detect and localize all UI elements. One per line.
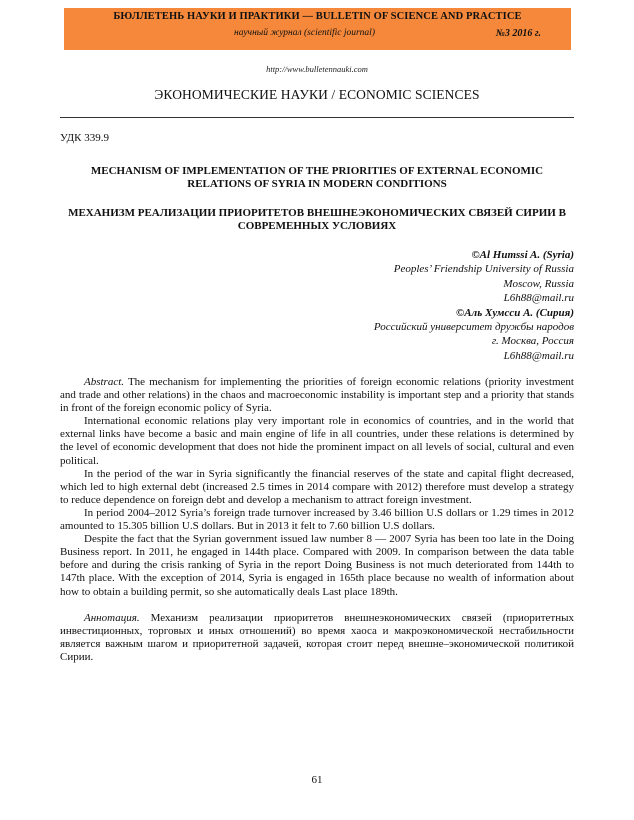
abstract-paragraph: International economic relations play very important role in economics of countries, and in the world that external links have become a basic and main engine of life in all countries, under these relations is determined by the level of economic development that does not hide the prominent impact on all levels of social, cultural and even political.	[60, 415, 574, 467]
paper-title-en: MECHANISM OF IMPLEMENTATION OF THE PRIORITIES OF EXTERNAL ECONOMIC RELATIONS OF SYRIA IN MODERN CONDITIONS	[90, 165, 544, 190]
page-number: 61	[311, 774, 323, 786]
author-email-ru[interactable]: L6h88@mail.ru	[503, 349, 574, 362]
author-city-ru: г. Москва, Россия	[491, 335, 574, 348]
article-body	[60, 376, 574, 664]
author-email-en[interactable]: L6h88@mail.ru	[503, 292, 574, 305]
author-city-en: Moscow, Russia	[503, 277, 574, 290]
annotation-paragraph	[60, 612, 574, 664]
author-name-en: ©Al Humssi A. (Syria)	[471, 249, 574, 261]
journal-title: БЮЛЛЕТЕНЬ НАУКИ И ПРАКТИКИ — BULLETIN OF SCIENCE AND PRACTICE	[113, 11, 522, 22]
abstract-label: Abstract.	[84, 376, 125, 388]
abstract-paragraph: In the period of the war in Syria significantly the financial reserves of the state and capital flight decreased, which led to high external debt (increased 2.5 times in 2014 compare with 2012) therefore must develop a strategy to reduce dependence on foreign debt and develop a mechanism to attract foreign investment.	[60, 467, 574, 506]
annotation-text: Механизм реализации приоритетов внешнеэкономических связей (приоритетных инвестиционных, торговых и иных отношений) во время хаоса и макроэкономической нестабильности является важным шагом и приоритетной задачей, которая стоит перед внешне–экономической политикой Сирии.	[60, 611, 574, 663]
abstract-paragraph: Despite the fact that the Syrian government issued law number 8 — 2007 Syria has been too late in the Doing Business report. In 2011, he engaged in 144th place. Compared with 2009. In comparison between the data table before and during the crisis ranking of Syria in the report Doing Business is not much deteriorated from 144th to 147th place. With the exception of 2014, Syria is engaged in 165th place because no wealth of information about how to obtain a building permit, so she automatically deals Last place 189th.	[60, 533, 574, 598]
author-affiliation-ru: Российский университет дружбы народов	[373, 321, 574, 334]
abstract-text: The mechanism for implementing the priorities of foreign economic relations (priority investment and trade and other relations) in the chaos and macroeconomic instability is important step and a priority that stands in front of the foreign economic policy of Syria.	[60, 376, 574, 415]
journal-issue: №3 2016 г.	[495, 28, 541, 39]
paper-title-ru: МЕХАНИЗМ РЕАЛИЗАЦИИ ПРИОРИТЕТОВ ВНЕШНЕЭКОНОМИЧЕСКИХ СВЯЗЕЙ СИРИИ В СОВРЕМЕННЫХ УСЛОВИЯХ	[68, 207, 566, 232]
section-heading: ЭКОНОМИЧЕСКИЕ НАУКИ / ECONOMIC SCIENCES	[154, 87, 480, 102]
journal-subtitle: научный журнал (scientific journal)	[234, 28, 375, 38]
abstract-paragraph: In period 2004–2012 Syria’s foreign trade turnover increased by 3.46 billion U.S dollars or 1.29 times in 2012 amounted to 15.305 billion U.S dollars. But in 2013 it felt to 7.60 billion U.S dollars.	[60, 506, 574, 533]
section-divider	[60, 117, 574, 118]
udk-code: УДК 339.9	[60, 132, 110, 144]
author-block	[374, 248, 574, 363]
annotation-label: Аннотация.	[84, 611, 140, 624]
author-name-ru: ©Аль Хумсси А. (Сирия)	[456, 306, 574, 319]
author-affiliation-en: Peoples’ Friendship University of Russia	[393, 263, 574, 276]
journal-url[interactable]: http://www.bulletennauki.com	[266, 64, 368, 74]
journal-banner	[64, 8, 571, 50]
abstract-paragraph	[60, 376, 574, 415]
